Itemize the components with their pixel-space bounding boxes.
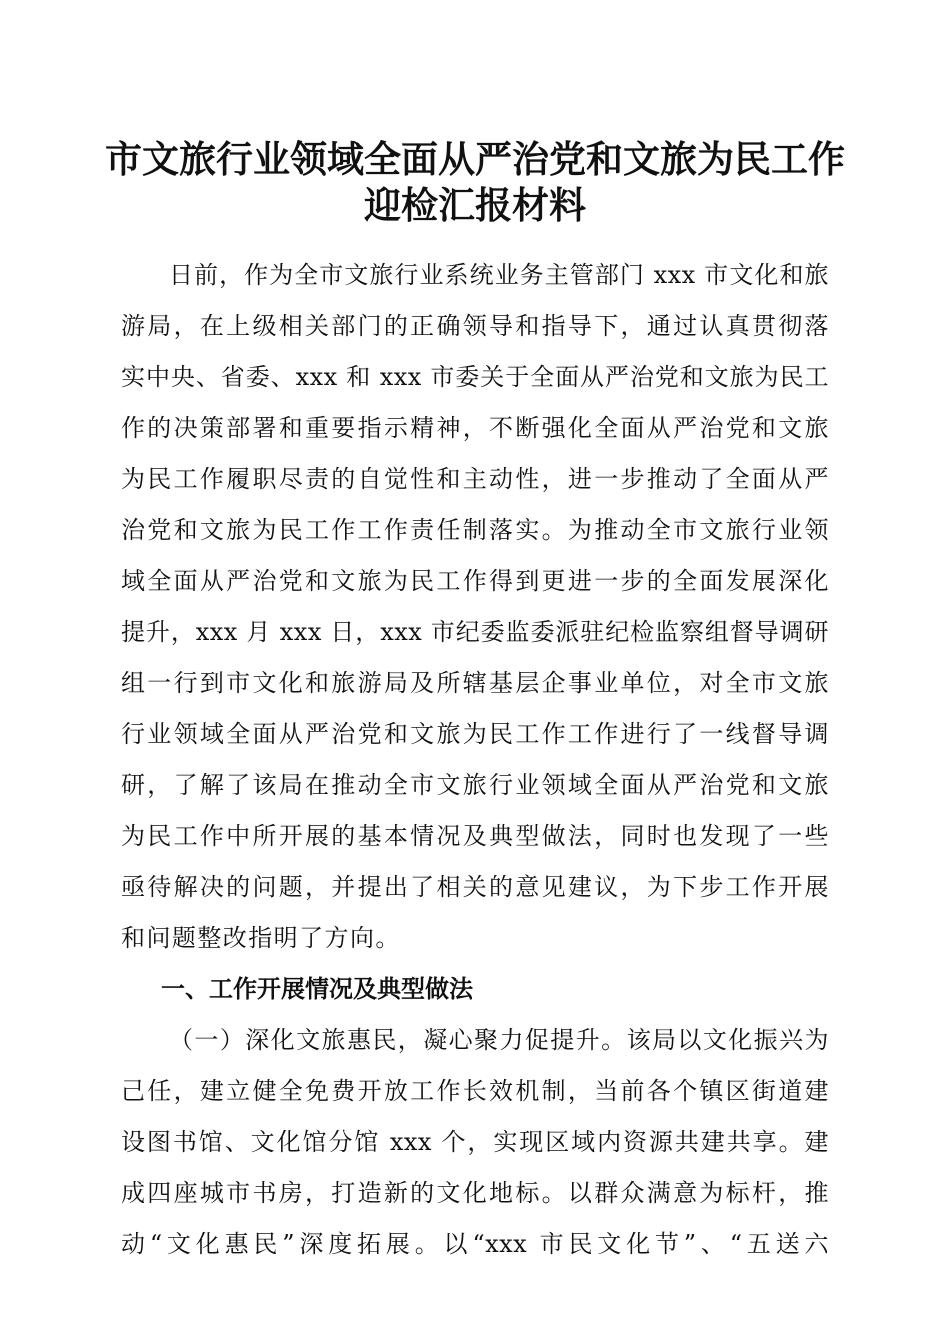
intro-line: 日前，作为全市文旅行业系统业务主管部门 xxx 市文化和旅 xyxy=(169,261,829,289)
intro-line: 提升，xxx 月 xxx 日，xxx 市纪委监委派驻纪检监察组督导调研 xyxy=(121,618,829,646)
intro-line: 亟待解决的问题，并提出了相关的意见建议，为下步工作开展 xyxy=(121,873,829,901)
intro-line: 域全面从严治党和文旅为民工作得到更进一步的全面发展深化 xyxy=(121,567,829,595)
subsection-first-line-rest: 该局以文化振兴为 xyxy=(626,1026,830,1054)
intro-line: 游局，在上级相关部门的正确领导和指导下，通过认真贯彻落 xyxy=(121,312,829,340)
section-heading: 一、工作开展情况及典型做法 xyxy=(161,975,473,1003)
subsection-line: 成四座城市书房，打造新的文化地标。以群众满意为标杆，推 xyxy=(121,1179,829,1207)
subsection-first-line xyxy=(121,1015,829,1066)
intro-line: 实中央、省委、xxx 和 xxx 市委关于全面从严治党和文旅为民工 xyxy=(121,363,829,391)
subsection-line: 设图书馆、文化馆分馆 xxx 个，实现区域内资源共建共享。建 xyxy=(121,1128,829,1156)
intro-line: 和问题整改指明了方向。 xyxy=(121,924,401,952)
title-line-2: 迎检汇报材料 xyxy=(364,183,586,227)
intro-line: 行业领域全面从严治党和文旅为民工作工作进行了一线督导调 xyxy=(121,720,829,748)
intro-line: 研，了解了该局在推动全市文旅行业领域全面从严治党和文旅 xyxy=(121,771,829,799)
intro-line: 组一行到市文化和旅游局及所辖基层企事业单位，对全市文旅 xyxy=(121,669,829,697)
intro-line: 治党和文旅为民工作工作责任制落实。为推动全市文旅行业领 xyxy=(121,516,829,544)
subsection-line: 动“文化惠民”深度拓展。以“xxx 市民文化节”、“五送六 xyxy=(121,1230,829,1258)
document-title xyxy=(100,136,850,228)
subsection-lead: （一）深化文旅惠民，凝心聚力促提升。 xyxy=(169,1026,627,1054)
intro-line: 作的决策部署和重要指示精神，不断强化全面从严治党和文旅 xyxy=(121,414,829,442)
title-line-1: 市文旅行业领域全面从严治党和文旅为民工作 xyxy=(105,137,845,181)
intro-line: 为民工作中所开展的基本情况及典型做法，同时也发现了一些 xyxy=(121,822,829,850)
document-body xyxy=(121,250,829,1270)
subsection-line: 己任，建立健全免费开放工作长效机制，当前各个镇区街道建 xyxy=(121,1077,829,1105)
intro-line: 为民工作履职尽责的自觉性和主动性，进一步推动了全面从严 xyxy=(121,465,829,493)
